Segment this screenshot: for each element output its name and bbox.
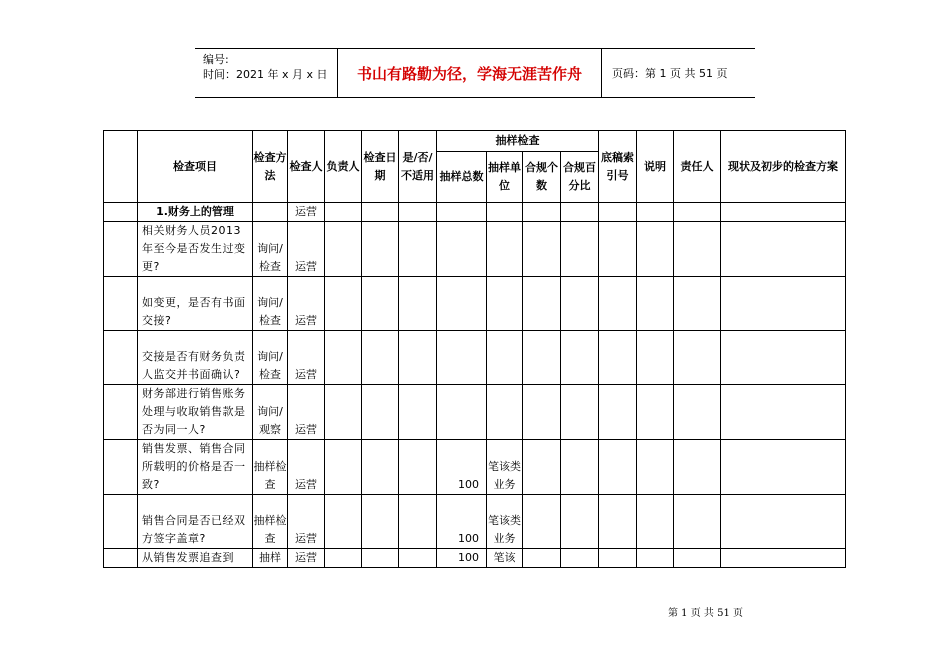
col-compliant-count: 合规个数: [523, 152, 561, 203]
col-sample-total: 抽样总数: [437, 152, 487, 203]
table-row: [104, 495, 846, 549]
row-item: 从销售发票追查到: [138, 549, 253, 568]
row-total: 100: [437, 549, 487, 568]
row-item: 相关财务人员2013年至今是否发生过变更?: [138, 222, 253, 277]
col-note: 说明: [637, 131, 674, 203]
row-total: [437, 222, 487, 277]
row-total: [437, 277, 487, 331]
col-method: 检查方法: [253, 131, 288, 203]
header-row-1: [104, 131, 846, 152]
table-row: [104, 331, 846, 385]
section-title: 1.财务上的管理: [138, 203, 253, 222]
page-header: [195, 48, 755, 98]
col-compliant-pct: 合规百分比: [561, 152, 599, 203]
col-status-plan: 现状及初步的检查方案: [721, 131, 846, 203]
row-method: 抽样检查: [253, 440, 288, 495]
row-checker: 运营: [288, 385, 325, 440]
row-method: 抽样检查: [253, 495, 288, 549]
row-unit: [487, 222, 523, 277]
blank-header: [104, 131, 138, 203]
row-method: 抽样: [253, 549, 288, 568]
table-row: [104, 222, 846, 277]
section-checker: 运营: [288, 203, 325, 222]
row-unit: 笔该类业务: [487, 440, 523, 495]
page-footer: 第 1 页 共 51 页: [668, 608, 743, 619]
row-unit: 笔该类业务: [487, 495, 523, 549]
row-item: 交接是否有财务负责人监交并书面确认?: [138, 331, 253, 385]
row-method: 询问/检查: [253, 277, 288, 331]
page-code: 页码：第 1 页 共 51 页: [612, 67, 728, 80]
row-checker: 运营: [288, 331, 325, 385]
row-total: [437, 331, 487, 385]
row-total: 100: [437, 440, 487, 495]
table-row: [104, 440, 846, 495]
row-method: 询问/检查: [253, 222, 288, 277]
time-label: 时间：2021 年 x 月 x 日: [203, 68, 328, 81]
row-unit: [487, 277, 523, 331]
row-unit: [487, 385, 523, 440]
row-item: 财务部进行销售账务处理与收取销售款是否为同一人?: [138, 385, 253, 440]
table-row: [104, 385, 846, 440]
row-item: 销售合同是否已经双方签字盖章?: [138, 495, 253, 549]
header-meta: [195, 49, 338, 97]
row-checker: 运营: [288, 495, 325, 549]
row-item: 销售发票、销售合同所载明的价格是否一致?: [138, 440, 253, 495]
section-row: [104, 203, 846, 222]
row-total: 100: [437, 495, 487, 549]
row-checker: 运营: [288, 549, 325, 568]
col-draft-index: 底稿索引号: [599, 131, 637, 203]
row-unit: [487, 331, 523, 385]
row-method: 询问/检查: [253, 331, 288, 385]
table-row: [104, 277, 846, 331]
col-checker: 检查人: [288, 131, 325, 203]
row-checker: 运营: [288, 277, 325, 331]
col-sampling: 抽样检查: [437, 131, 599, 152]
row-method: 询问/观察: [253, 385, 288, 440]
row-total: [437, 385, 487, 440]
col-responsible: 责任人: [674, 131, 721, 203]
motto: 书山有路勤为径，学海无涯苦作舟: [338, 49, 602, 97]
number-label: 编号:: [203, 53, 229, 66]
col-item: 检查项目: [138, 131, 253, 203]
row-item: 如变更，是否有书面交接?: [138, 277, 253, 331]
col-date: 检查日期: [362, 131, 399, 203]
col-applicable: 是/否/不适用: [399, 131, 437, 203]
row-checker: 运营: [288, 222, 325, 277]
row-unit: 笔该: [487, 549, 523, 568]
col-owner: 负责人: [325, 131, 362, 203]
row-checker: 运营: [288, 440, 325, 495]
table-row: [104, 549, 846, 568]
inspection-table: [103, 130, 846, 568]
col-sample-unit: 抽样单位: [487, 152, 523, 203]
